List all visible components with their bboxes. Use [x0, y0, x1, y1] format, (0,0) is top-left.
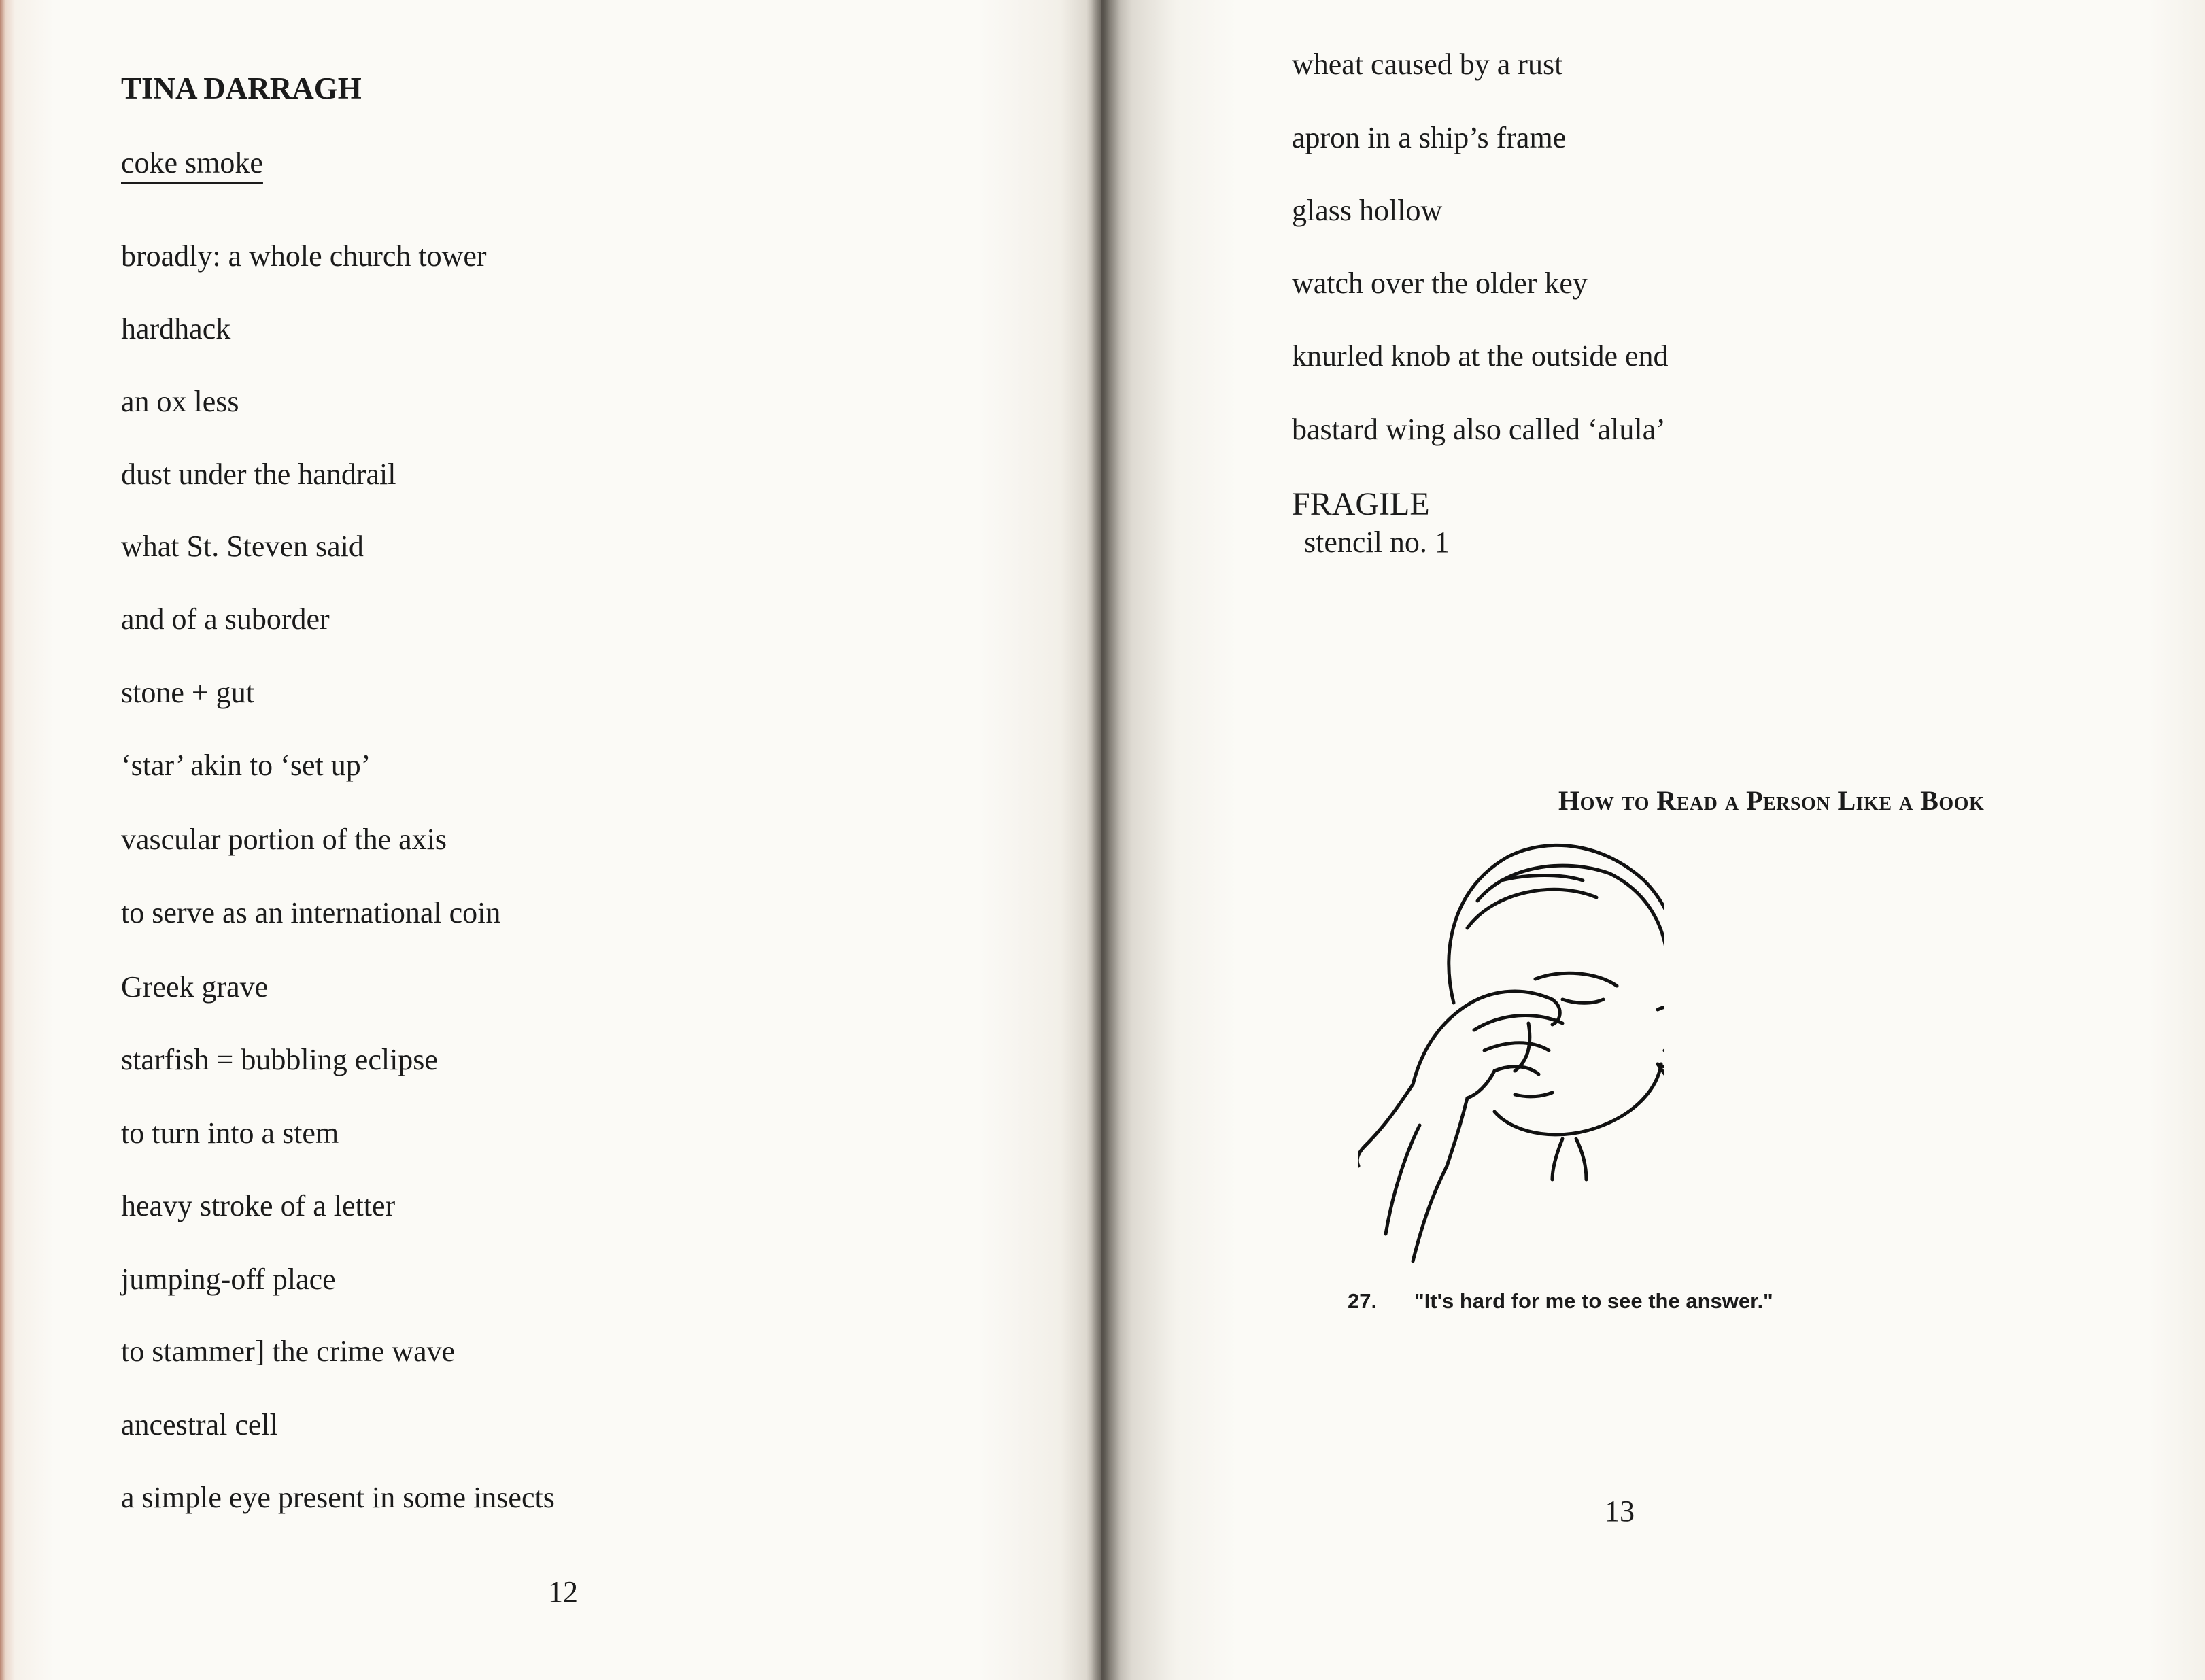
- man-rubbing-eyes-drawing-icon: [1358, 826, 1664, 1268]
- illustration-title: How to Read a Person Like a Book: [1558, 785, 1985, 816]
- poem-line: ‘star’ akin to ‘set up’: [121, 749, 371, 782]
- poem-line: watch over the older key: [1292, 267, 1588, 300]
- poem-line: apron in a ship’s frame: [1292, 121, 1567, 154]
- fragile-heading: FRAGILE: [1292, 486, 1430, 522]
- poem-line: ancestral cell: [121, 1408, 278, 1441]
- fragile-subheading: stencil no. 1: [1304, 526, 1450, 559]
- poem-line: to serve as an international coin: [121, 896, 501, 929]
- page-number-left: 12: [548, 1575, 578, 1609]
- page-number-right: 13: [1605, 1494, 1635, 1528]
- poem-line: glass hollow: [1292, 194, 1443, 227]
- poem-line: stone + gut: [121, 676, 254, 709]
- poem-line: hardhack: [121, 312, 231, 345]
- poem-line: knurled knob at the outside end: [1292, 339, 1669, 373]
- illustration-caption: [1348, 1290, 1773, 1312]
- poem-line: starfish = bubbling eclipse: [121, 1043, 438, 1076]
- poem-line: wheat caused by a rust: [1292, 48, 1563, 81]
- right-page: [1101, 0, 2205, 1680]
- caption-number: 27.: [1348, 1289, 1378, 1313]
- poem-line: dust under the handrail: [121, 458, 396, 491]
- poem-line: to stammer] the crime wave: [121, 1335, 456, 1368]
- poem-line: an ox less: [121, 385, 239, 418]
- poem-line: a simple eye present in some insects: [121, 1481, 555, 1514]
- poem-line: jumping-off place: [121, 1263, 336, 1296]
- poem-line: vascular portion of the axis: [121, 823, 447, 856]
- poem-line: what St. Steven said: [121, 530, 364, 563]
- poem-line: Greek grave: [121, 970, 269, 1004]
- poem-line: broadly: a whole church tower: [121, 239, 487, 273]
- poem-line: and of a suborder: [121, 602, 330, 636]
- caption-text: "It's hard for me to see the answer.": [1414, 1289, 1773, 1313]
- poem-line: bastard wing also called ‘alula’: [1292, 413, 1666, 446]
- book-gutter: [1087, 0, 1121, 1680]
- poem-line: heavy stroke of a letter: [121, 1189, 396, 1222]
- left-page: [0, 0, 1101, 1680]
- poem-line: to turn into a stem: [121, 1116, 339, 1150]
- author-name: TINA DARRAGH: [121, 71, 362, 105]
- poem-title: coke smoke: [121, 146, 263, 179]
